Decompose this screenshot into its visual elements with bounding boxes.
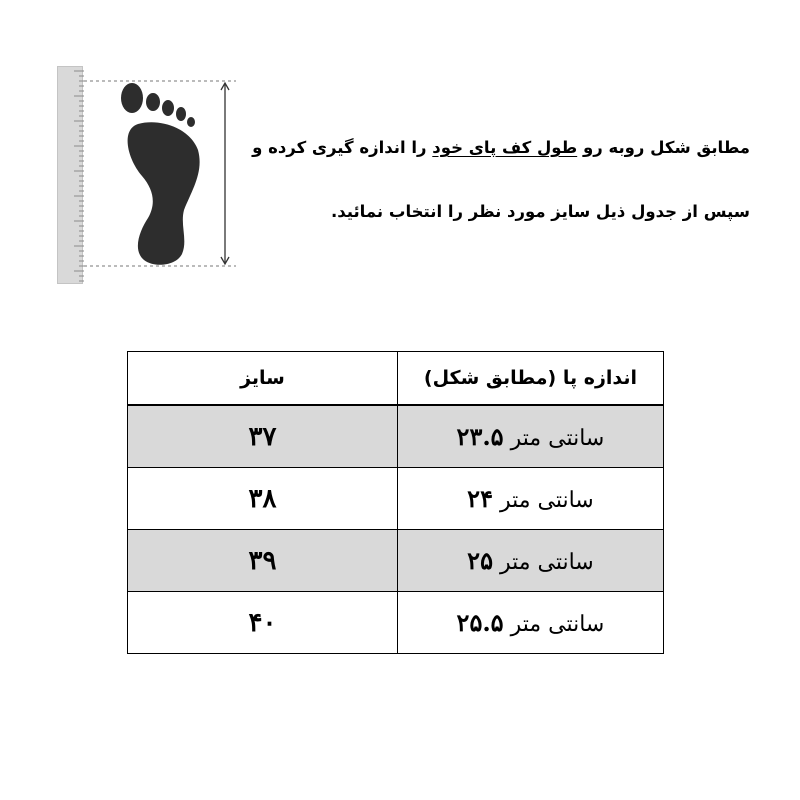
size-cell: ۳۹: [128, 530, 398, 592]
table-header-row: [128, 352, 664, 406]
footprint-icon: [110, 80, 210, 270]
table-row: [128, 468, 664, 530]
header-size: سایز: [128, 352, 398, 406]
foot-length-cell: [397, 592, 663, 654]
instruction-text: را اندازه گیری کرده و: [252, 138, 433, 157]
size-cell: ۴۰: [128, 592, 398, 654]
instruction-underlined-text: طول کف پای خود: [432, 138, 578, 157]
unit-label: سانتی متر: [499, 488, 594, 513]
foot-length-cell: [397, 468, 663, 530]
foot-length-value: ۲۵.۵: [456, 608, 504, 637]
unit-label: سانتی متر: [510, 426, 605, 451]
instruction-text: مطابق شکل روبه رو: [577, 138, 750, 157]
unit-label: سانتی متر: [499, 550, 594, 575]
size-cell: ۳۸: [128, 468, 398, 530]
ruler-icon: [57, 66, 83, 284]
size-cell: ۳۷: [128, 405, 398, 468]
unit-label: سانتی متر: [510, 612, 605, 637]
table-row: [128, 592, 664, 654]
table-row: [128, 530, 664, 592]
size-table: [127, 351, 664, 654]
foot-length-value: ۲۵: [467, 546, 493, 575]
foot-length-value: ۲۳.۵: [456, 422, 504, 451]
table-row: [128, 405, 664, 468]
foot-length-cell: [397, 530, 663, 592]
header-foot-length: اندازه پا (مطابق شکل): [397, 352, 663, 406]
instruction-line-1: [240, 138, 750, 157]
foot-length-cell: [397, 405, 663, 468]
instruction-line-2: سپس از جدول ذیل سایز مورد نظر را انتخاب نمائید.: [330, 202, 750, 221]
foot-length-value: ۲۴: [467, 484, 493, 513]
